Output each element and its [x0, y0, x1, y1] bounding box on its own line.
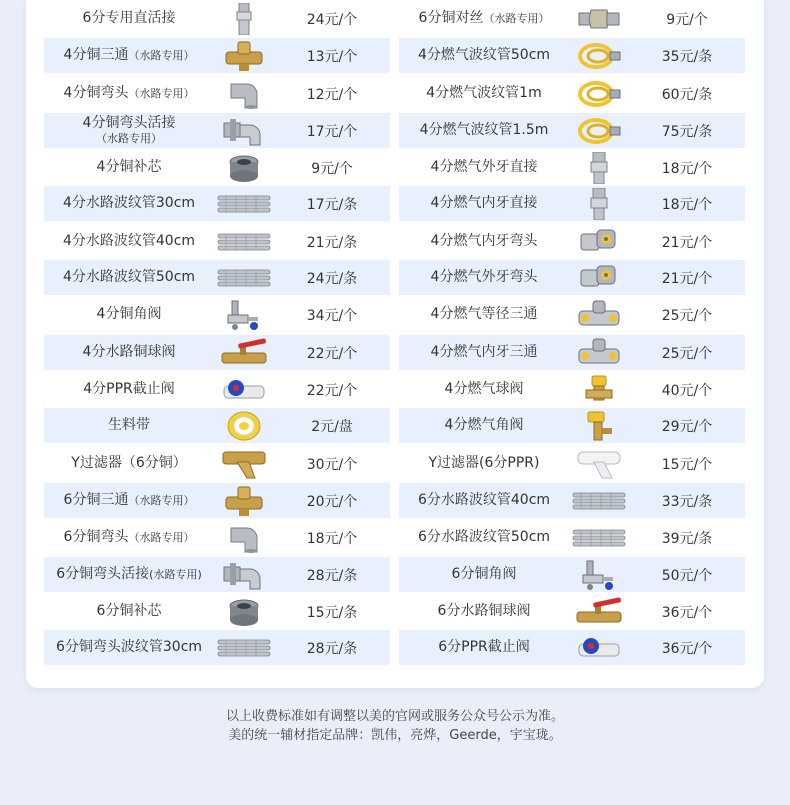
item-usage-note: (水路专用)	[149, 568, 202, 581]
ppr-stop-valve-icon	[214, 374, 274, 406]
item-price: 21元/个	[661, 234, 713, 251]
item-price: 22元/个	[306, 382, 358, 399]
item-name-text: 4分燃气球阀	[444, 381, 524, 397]
item-name-text: 4分燃气角阀	[444, 417, 524, 433]
item-name	[399, 530, 569, 545]
gas-elbow-icon	[569, 226, 629, 258]
price-list-card	[26, 0, 764, 688]
item-name	[399, 604, 569, 619]
price-row	[44, 113, 390, 148]
item-price: 21元/个	[661, 270, 713, 287]
item-price: 35元/条	[661, 48, 713, 65]
item-price: 18元/个	[661, 196, 713, 213]
gas-elbow-icon	[569, 262, 629, 294]
item-name-text: 6分铜弯头活接	[56, 566, 150, 582]
item-price: 33元/条	[661, 493, 713, 510]
item-name	[399, 382, 569, 397]
elbow-icon	[214, 78, 274, 110]
item-name	[399, 567, 569, 582]
price-row	[44, 224, 390, 259]
item-name	[44, 345, 214, 360]
item-name	[44, 530, 214, 545]
item-name	[44, 116, 214, 146]
item-name	[399, 86, 569, 101]
item-name	[44, 604, 214, 619]
item-name	[44, 270, 214, 285]
price-row	[399, 372, 745, 407]
corrugated-pipe-icon	[214, 262, 274, 294]
y-strainer-icon	[214, 448, 274, 480]
item-name	[399, 48, 569, 63]
price-row	[399, 297, 745, 332]
item-name-text: 4分铜角阀	[96, 306, 162, 322]
item-name-text: 6分铜弯头波纹管30cm	[55, 639, 203, 655]
item-price: 9元/个	[311, 160, 353, 177]
brass-tee-icon	[214, 485, 274, 517]
corrugated-pipe-icon	[569, 485, 629, 517]
item-price: 60元/条	[661, 86, 713, 103]
item-name-text: 4分水路波纹管30cm	[62, 195, 196, 211]
price-row	[399, 557, 745, 592]
item-name-text: 4分水路铜球阀	[82, 344, 176, 360]
price-row	[44, 38, 390, 73]
item-name	[44, 307, 214, 322]
item-usage-note: （水路专用）	[483, 12, 550, 25]
gas-ball-valve-icon	[569, 374, 629, 406]
price-row	[399, 260, 745, 295]
item-name-text: 6分铜对丝	[418, 10, 484, 26]
item-name	[399, 640, 569, 655]
price-row	[44, 372, 390, 407]
item-price: 50元/个	[661, 567, 713, 584]
price-row	[399, 38, 745, 73]
item-usage-note: （水路专用）	[128, 87, 195, 100]
price-row	[399, 335, 745, 370]
item-name-text: 4分水路波纹管40cm	[62, 233, 196, 249]
item-name-text: Y过滤器（6分铜）	[71, 455, 187, 471]
item-price: 9元/个	[666, 11, 708, 28]
angle-valve-icon	[569, 559, 629, 591]
footer-note-line1: 以上收费标准如有调整以美的官网或服务公众号公示为准。	[225, 709, 564, 724]
price-row	[399, 446, 745, 481]
item-price: 28元/条	[306, 640, 358, 657]
item-name	[44, 196, 214, 211]
item-price: 2元/盘	[311, 418, 353, 435]
item-name-text: 4分燃气内牙直接	[430, 195, 538, 211]
price-row	[44, 335, 390, 370]
corrugated-pipe-icon	[569, 522, 629, 554]
item-name-text: 6分铜三通	[63, 492, 129, 508]
angle-valve-icon	[214, 299, 274, 331]
item-name-text: 4分铜三通	[63, 47, 129, 63]
bushing-icon	[214, 596, 274, 628]
item-name	[44, 567, 214, 582]
item-name-text: 4分水路波纹管50cm	[62, 269, 196, 285]
item-name	[399, 307, 569, 322]
item-price: 34元/个	[306, 307, 358, 324]
item-price: 24元/条	[306, 270, 358, 287]
elbow-icon	[214, 522, 274, 554]
item-usage-note: （水路专用）	[96, 131, 162, 145]
price-row	[399, 594, 745, 629]
item-name-text: 6分水路波纹管50cm	[417, 529, 551, 545]
item-name-text: 4分铜补芯	[96, 159, 162, 175]
item-name-text: 6分水路铜球阀	[437, 603, 531, 619]
price-row	[399, 150, 745, 185]
item-price: 25元/个	[661, 307, 713, 324]
price-row	[44, 260, 390, 295]
item-usage-note: （水路专用）	[128, 494, 195, 507]
price-row	[399, 1, 745, 36]
ball-valve-icon	[569, 596, 629, 628]
item-name	[44, 160, 214, 175]
item-price: 39元/条	[661, 530, 713, 547]
item-usage-note: （水路专用）	[128, 49, 195, 62]
item-name	[399, 456, 569, 471]
straight-connector-icon	[569, 188, 629, 220]
gas-hose-icon	[569, 78, 629, 110]
item-name-text: 生料带	[108, 417, 150, 433]
elbow-union-icon	[214, 115, 274, 147]
item-name	[399, 345, 569, 360]
item-price: 36元/个	[661, 604, 713, 621]
gas-hose-icon	[569, 115, 629, 147]
item-name	[44, 11, 214, 26]
item-price: 36元/个	[661, 640, 713, 657]
item-name	[399, 196, 569, 211]
price-row	[44, 483, 390, 518]
item-name-text: 6分水路波纹管40cm	[417, 492, 551, 508]
item-name-text: 6分铜角阀	[451, 566, 517, 582]
price-row	[399, 408, 745, 443]
ppr-y-strainer-icon	[569, 448, 629, 480]
gas-tee-icon	[569, 337, 629, 369]
item-name	[44, 234, 214, 249]
item-name-text: 6分专用直活接	[82, 10, 176, 26]
price-row	[44, 594, 390, 629]
price-row	[44, 297, 390, 332]
price-row	[44, 186, 390, 221]
ball-valve-icon	[214, 337, 274, 369]
hex-nipple-icon	[569, 3, 629, 35]
item-usage-note: （水路专用）	[128, 531, 195, 544]
price-row	[399, 76, 745, 111]
item-price: 24元/个	[306, 11, 358, 28]
item-price: 30元/个	[306, 456, 358, 473]
price-row	[44, 520, 390, 555]
price-row	[44, 1, 390, 36]
item-name-text: 4分燃气波纹管1.5m	[419, 122, 549, 138]
item-name	[399, 493, 569, 508]
item-name-text: 6分铜弯头	[63, 529, 129, 545]
item-price: 15元/条	[306, 604, 358, 621]
price-row	[44, 446, 390, 481]
price-row	[399, 113, 745, 148]
item-name	[399, 234, 569, 249]
item-name-text: 4分铜弯头	[63, 85, 129, 101]
item-name-text: 4分PPR截止阀	[83, 381, 175, 397]
item-name-text: 4分铜弯头活接	[82, 114, 176, 131]
price-row	[44, 150, 390, 185]
corrugated-pipe-icon	[214, 226, 274, 258]
item-name	[399, 160, 569, 175]
bushing-icon	[214, 152, 274, 184]
gas-angle-valve-icon	[569, 410, 629, 442]
item-name	[44, 86, 214, 101]
price-row	[399, 186, 745, 221]
item-price: 21元/条	[306, 234, 358, 251]
item-price: 75元/条	[661, 123, 713, 140]
item-name	[44, 418, 214, 433]
straight-connector-icon	[569, 152, 629, 184]
ppr-stop-valve-icon	[569, 632, 629, 664]
item-price: 29元/个	[661, 418, 713, 435]
straight-union-icon	[214, 3, 274, 35]
corrugated-pipe-icon	[214, 632, 274, 664]
gas-tee-icon	[569, 299, 629, 331]
item-name	[399, 11, 569, 26]
item-price: 22元/个	[306, 345, 358, 362]
item-name-text: 6分PPR截止阀	[438, 639, 530, 655]
item-name	[399, 418, 569, 433]
item-name-text: 6分铜补芯	[96, 603, 162, 619]
gas-hose-icon	[569, 40, 629, 72]
ptfe-tape-icon	[214, 410, 274, 442]
item-name-text: 4分燃气外牙直接	[430, 159, 538, 175]
price-row	[44, 630, 390, 665]
price-row	[399, 630, 745, 665]
item-price: 17元/条	[306, 196, 358, 213]
item-name-text: 4分燃气内牙三通	[430, 344, 538, 360]
item-name-text: Y过滤器(6分PPR)	[428, 455, 540, 471]
item-price: 15元/个	[661, 456, 713, 473]
price-row	[399, 520, 745, 555]
item-price: 12元/个	[306, 86, 358, 103]
item-name	[44, 640, 214, 655]
elbow-union-icon	[214, 559, 274, 591]
item-name	[399, 270, 569, 285]
item-name	[44, 456, 214, 471]
item-price: 28元/条	[306, 567, 358, 584]
price-row	[399, 224, 745, 259]
footer-note-line2: 美的统一辅材指定品牌：凯伟，亮烨，Geerde，宇宝珑。	[228, 728, 562, 743]
item-name-text: 4分燃气等径三通	[430, 306, 538, 322]
price-row	[399, 483, 745, 518]
item-name-text: 4分燃气波纹管50cm	[417, 47, 551, 63]
item-name-text: 4分燃气波纹管1m	[426, 85, 542, 101]
item-name	[399, 123, 569, 138]
corrugated-pipe-icon	[214, 188, 274, 220]
item-name-text: 4分燃气外牙弯头	[430, 269, 538, 285]
price-row	[44, 557, 390, 592]
item-price: 20元/个	[306, 493, 358, 510]
item-name-text: 4分燃气内牙弯头	[430, 233, 538, 249]
item-name	[44, 48, 214, 63]
item-price: 25元/个	[661, 345, 713, 362]
item-name	[44, 382, 214, 397]
item-price: 18元/个	[661, 160, 713, 177]
item-price: 40元/个	[661, 382, 713, 399]
price-row	[44, 408, 390, 443]
brass-tee-icon	[214, 40, 274, 72]
item-price: 13元/个	[306, 48, 358, 65]
item-price: 17元/个	[306, 123, 358, 140]
price-row	[44, 76, 390, 111]
item-name	[44, 493, 214, 508]
item-price: 18元/个	[306, 530, 358, 547]
